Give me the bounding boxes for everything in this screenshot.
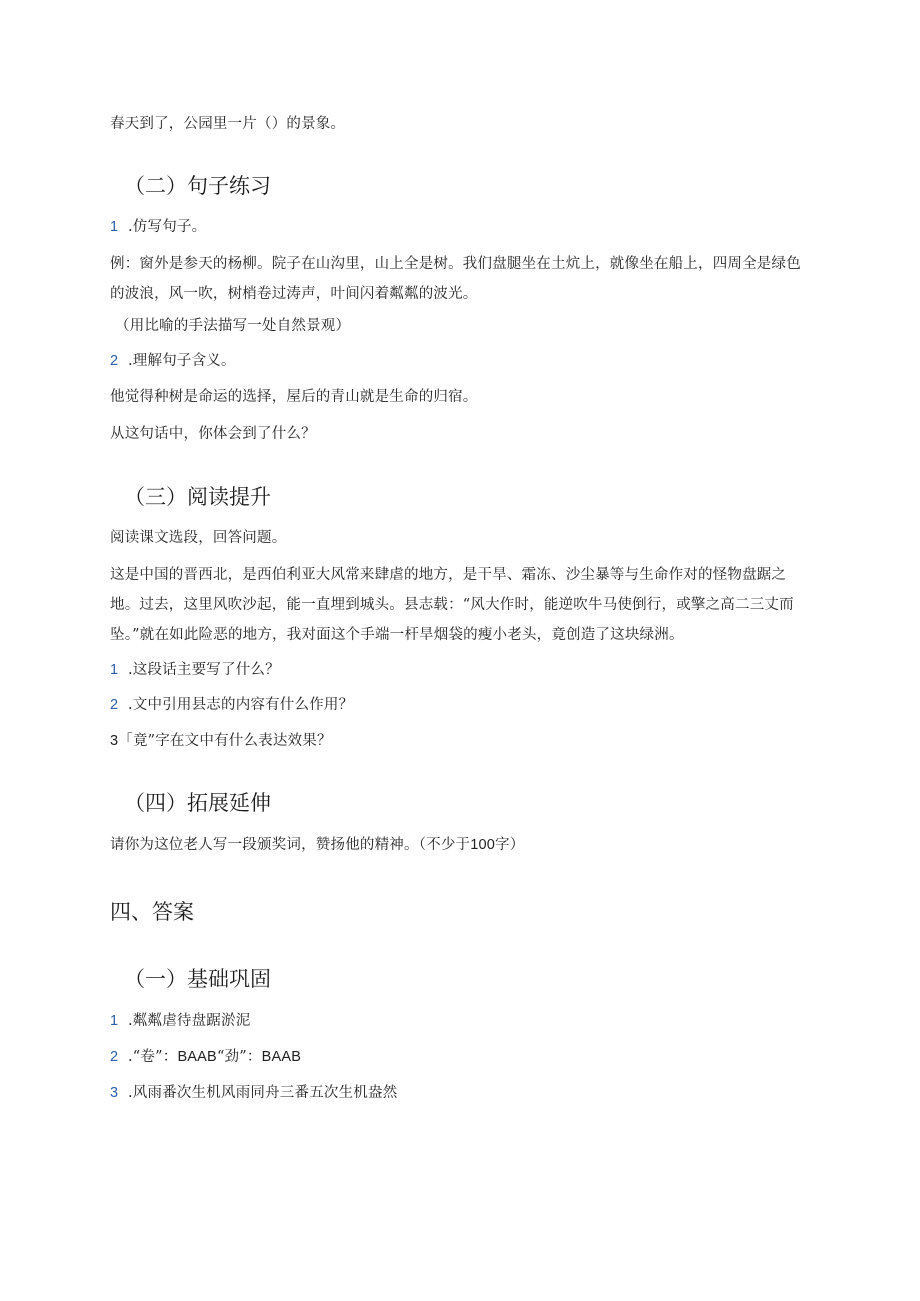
answer-3 — [110, 1083, 397, 1103]
item-text: .仿写句子。 — [128, 219, 207, 235]
reading-question-3 — [110, 731, 332, 751]
section-title-sentences: （二）句子练习 — [124, 174, 271, 198]
extend-prompt — [110, 835, 524, 855]
sentences-item-2 — [110, 351, 236, 371]
answer-2 — [110, 1047, 301, 1067]
prompt-number: 100 — [470, 837, 496, 853]
item-number: 1 — [110, 219, 119, 235]
item-text: .风雨番次生机风雨同舟三番五次生机盎然 — [128, 1085, 398, 1101]
reading-question-1 — [110, 660, 280, 680]
answers-subtitle: （一）基础巩固 — [124, 967, 271, 991]
item-number: 2 — [110, 353, 119, 369]
example-paragraph: 例：窗外是参天的杨柳。院子在山沟里，山上全是树。我们盘腿坐在土炕上，就像坐在船上，四周全是绿色的波浪，风一吹，树梢卷过涛声，叶间闪着粼粼的波光。 — [110, 256, 801, 302]
reading-question-2 — [110, 695, 353, 715]
item-number: 1 — [110, 1013, 119, 1029]
answer-1 — [110, 1011, 250, 1031]
sentences-item-1 — [110, 217, 206, 237]
answers-title: 四、答案 — [110, 900, 194, 924]
quoted-sentence: 他觉得种树是命运的选择，屋后的青山就是生命的归宿。 — [110, 389, 478, 405]
section-title-extend: （四）拓展延伸 — [124, 791, 271, 815]
item-text: .粼粼虐待盘踞淤泥 — [128, 1013, 251, 1029]
item-number: 2 — [110, 1049, 119, 1065]
item-text-b: “劲”： — [216, 1049, 262, 1065]
pattern-b: BAAB — [261, 1049, 302, 1065]
section-title-reading: （三）阅读提升 — [124, 485, 271, 509]
item-number: 3 — [110, 1085, 119, 1101]
item-text: .这段话主要写了什么？ — [128, 662, 280, 678]
item-text: .理解句子含义。 — [128, 353, 236, 369]
item-number: 2 — [110, 697, 119, 713]
hint-line: （用比喻的手法描写一处自然景观） — [115, 318, 351, 334]
intro-line: 春天到了，公园里一片（）的景象。 — [110, 116, 346, 132]
item-number: 3 — [110, 733, 119, 749]
prompt-text-end: 字） — [495, 837, 525, 853]
pattern-a: BAAB — [177, 1049, 217, 1065]
item-text: .“卷”： — [128, 1049, 178, 1065]
question-line: 从这句话中，你体会到了什么？ — [110, 426, 316, 442]
item-text: .文中引用县志的内容有什么作用？ — [128, 697, 354, 713]
reading-passage: 这是中国的晋西北，是西伯利亚大风常来肆虐的地方，是干旱、霜冻、沙尘暴等与生命作对的怪物盘踞之地。过去，这里风吹沙起，能一直埋到城头。县志载：“风大作时，能逆吹牛马使倒行，或擎之高二三丈而坠。”就在如此险恶的地方，我对面这个手端一杆旱烟袋的瘦小老头，竟创造了这块绿洲。 — [110, 567, 794, 643]
reading-instruction: 阅读课文选段，回答问题。 — [110, 530, 287, 546]
item-text: 「竟”字在文中有什么表达效果？ — [118, 733, 332, 749]
item-number: 1 — [110, 662, 119, 678]
prompt-text: 请你为这位老人写一段颁奖词，赞扬他的精神。（不少于 — [110, 837, 471, 853]
